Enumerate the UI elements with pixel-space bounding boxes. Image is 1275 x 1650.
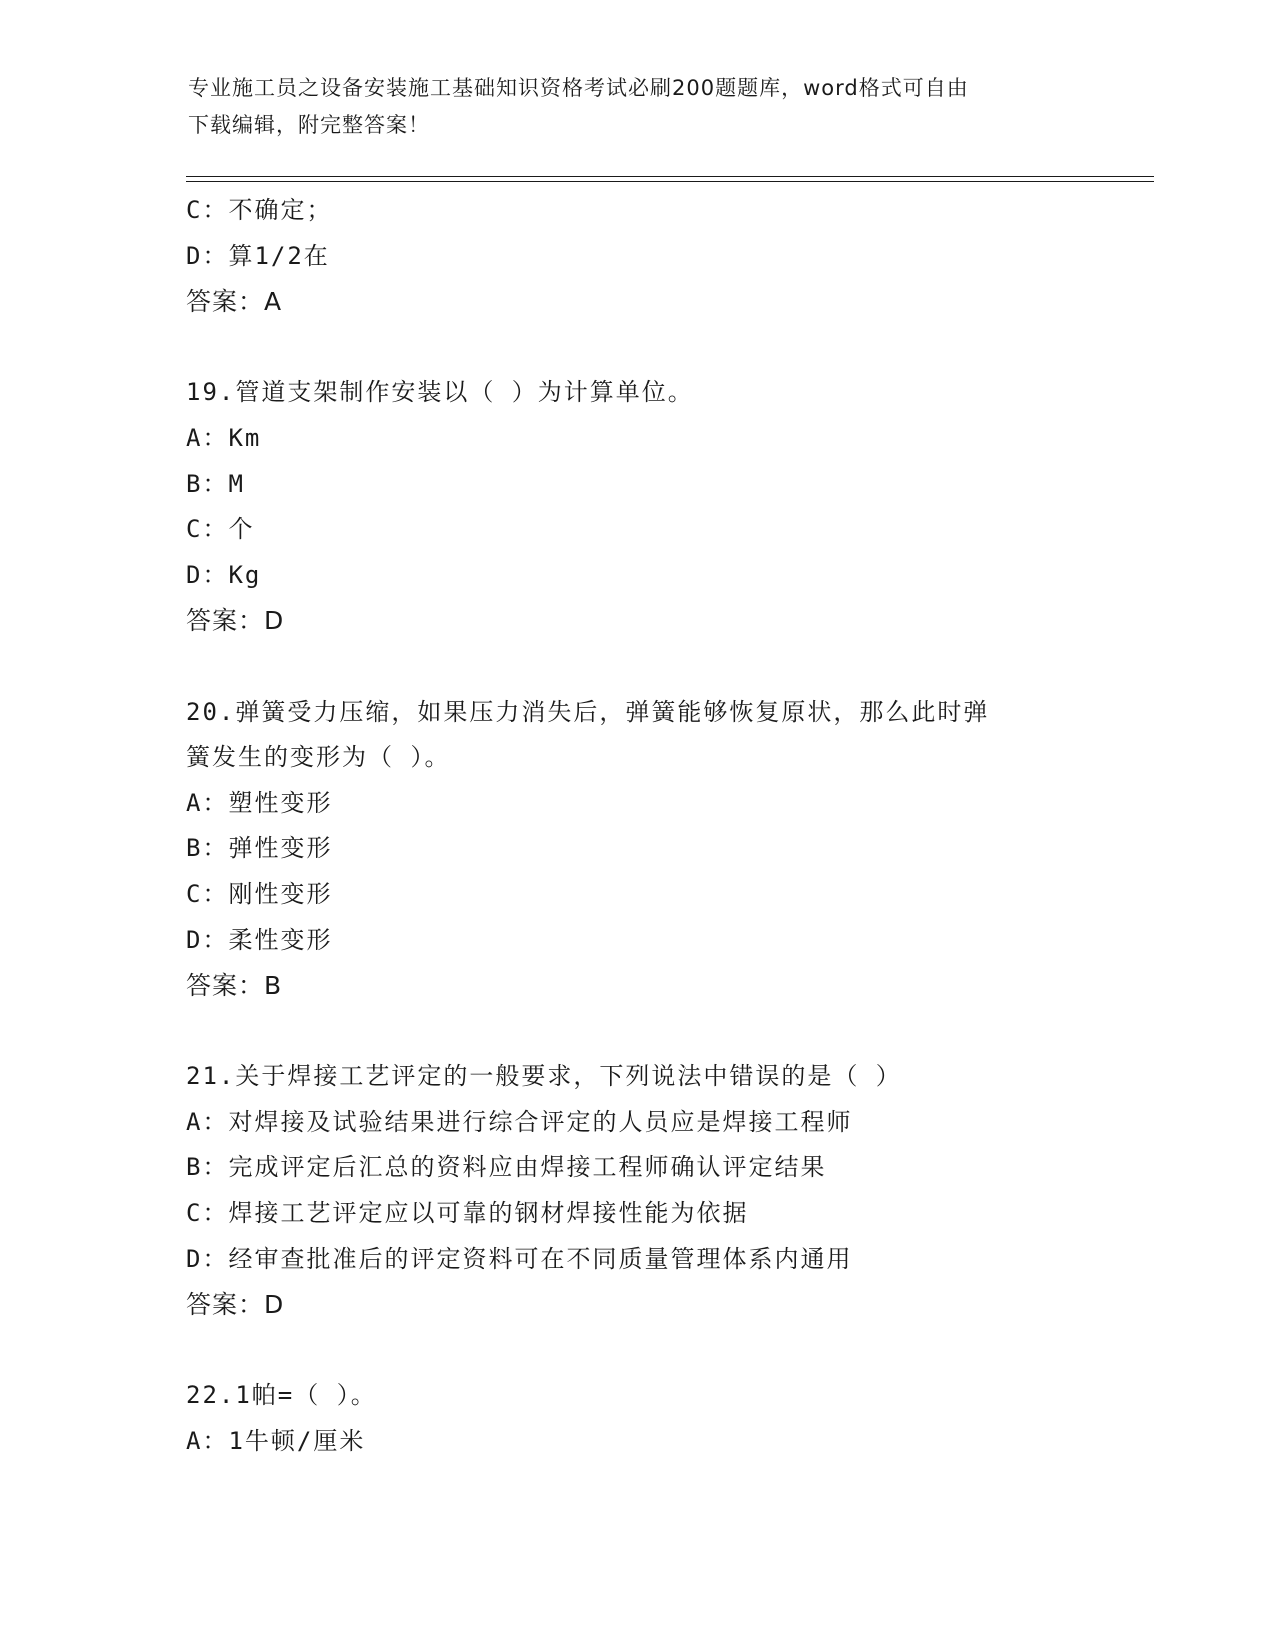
- header-divider-top: [186, 176, 1154, 177]
- option-c: C：个: [186, 515, 255, 544]
- option-b: B：M: [186, 469, 245, 498]
- option-a: A：Km: [186, 423, 262, 452]
- option-d: D：柔性变形: [186, 925, 333, 954]
- question-22: [186, 1373, 1086, 1464]
- header-line-2: 下载编辑，附完整答案！: [188, 113, 430, 137]
- question-list: [186, 188, 1086, 1465]
- answer: 答案：A: [186, 287, 283, 317]
- header-line-1: 专业施工员之设备安装施工基础知识资格考试必刷200题题库，word格式可自由: [188, 76, 969, 100]
- question-stem: 19.管道支架制作安装以（ ）为计算单位。: [186, 378, 694, 407]
- answer: 答案：B: [186, 971, 283, 1001]
- option-b: B：弹性变形: [186, 834, 333, 863]
- option-d: D：经审查批准后的评定资料可在不同质量管理体系内通用: [186, 1244, 853, 1273]
- question-stem: 22.1帕=（ ）。: [186, 1381, 377, 1410]
- option-a: A：对焊接及试验结果进行综合评定的人员应是焊接工程师: [186, 1107, 853, 1136]
- question-21: [186, 1054, 1086, 1328]
- option-c: C：刚性变形: [186, 879, 333, 908]
- answer: 答案：D: [186, 1290, 285, 1320]
- question-stem-line-1: 20.弹簧受力压缩，如果压力消失后，弹簧能够恢复原状，那么此时弹: [186, 697, 990, 726]
- question-19: [186, 370, 1086, 644]
- answer: 答案：D: [186, 606, 285, 636]
- question-18-continued: [186, 188, 1086, 325]
- question-stem-line-2: 簧发生的变形为（ ）。: [186, 743, 451, 772]
- option-a: A：塑性变形: [186, 788, 333, 817]
- option-d: D：Kg: [186, 560, 262, 589]
- option-c: C：不确定；: [186, 196, 333, 224]
- header-divider-bottom: [186, 181, 1154, 182]
- option-a: A：1牛顿/厘米: [186, 1427, 366, 1456]
- option-c: C：焊接工艺评定应以可靠的钢材焊接性能为依据: [186, 1199, 749, 1228]
- question-20: [186, 690, 1086, 1009]
- question-stem: 21.关于焊接工艺评定的一般要求，下列说法中错误的是（ ）: [186, 1062, 902, 1091]
- option-d: D：算1/2在: [186, 241, 330, 270]
- option-b: B：完成评定后汇总的资料应由焊接工程师确认评定结果: [186, 1153, 827, 1182]
- document-header: [188, 70, 1078, 144]
